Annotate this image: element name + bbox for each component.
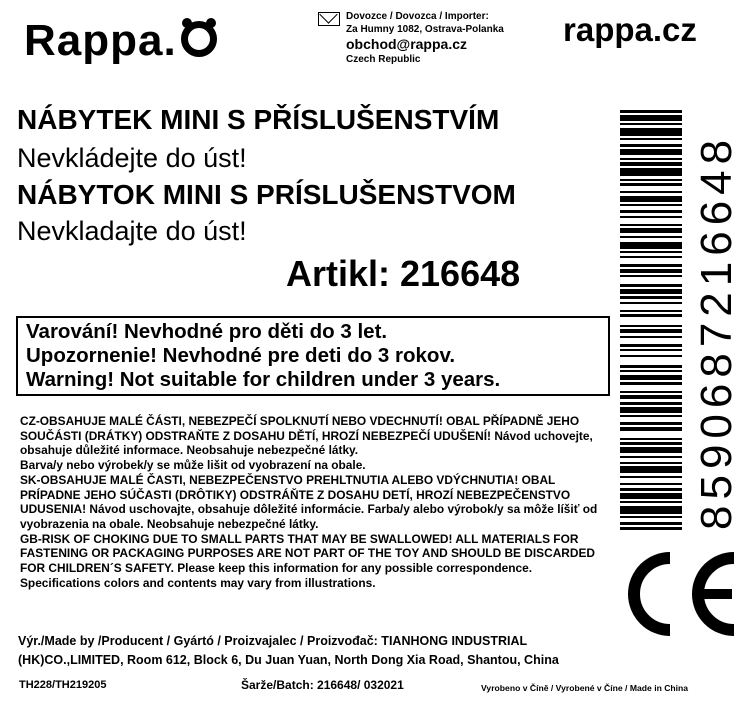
barcode-bar bbox=[620, 382, 682, 385]
envelope-icon bbox=[318, 12, 340, 26]
barcode-bar bbox=[620, 269, 682, 273]
barcode-bar bbox=[620, 391, 682, 393]
importer-info bbox=[319, 10, 504, 66]
barcode-bar bbox=[620, 422, 682, 425]
barcode-bar bbox=[620, 402, 682, 405]
bear-icon bbox=[181, 21, 217, 57]
importer-email: obchod@rappa.cz bbox=[346, 36, 467, 52]
barcode-bar bbox=[620, 284, 682, 287]
barcode-bar bbox=[620, 407, 682, 413]
batch-number: Šarže/Batch: 216648/ 032021 bbox=[241, 678, 404, 692]
barcode-bar bbox=[620, 365, 682, 368]
barcode-bar bbox=[620, 466, 682, 473]
barcode-bar bbox=[620, 110, 682, 113]
barcode-bar bbox=[620, 236, 682, 238]
barcode-bar bbox=[620, 179, 682, 181]
age-warning-sk: Upozornenie! Nevhodné pre deti do 3 rokov. bbox=[26, 344, 456, 367]
barcode-bar bbox=[620, 314, 682, 317]
barcode-bar bbox=[620, 329, 682, 333]
product-name-cz: NÁBYTEK MINI S PŘÍSLUŠENSTVÍM bbox=[17, 104, 500, 135]
barcode-bar bbox=[620, 191, 682, 193]
barcode-bar bbox=[620, 344, 682, 347]
barcode-bar bbox=[620, 462, 682, 464]
barcode-bar bbox=[620, 501, 682, 503]
barcode-bar bbox=[620, 375, 682, 380]
country-of-origin: Vyrobeno v Číně / Vyrobené v Číne / Made in China bbox=[481, 683, 689, 693]
barcode-bar bbox=[620, 162, 682, 166]
barcode-bar bbox=[620, 275, 682, 277]
importer-title: Dovozce / Dovozca / Importer: bbox=[346, 11, 489, 22]
barcode-bar bbox=[620, 336, 682, 338]
safety-text-sk: SK-OBSAHUJE MALÉ ČASTI, NEBEZPEČENSTVO PREHLTNUTIA ALEBO VDÝCHNUTIA! OBAL PRÍPADNE JEHO SÚČASTI (DRÔTIKY) ODSTRÁŇTE Z DOSAHU DETÍ, HROZÍ NEBEZPEČENSTVO UDUSENIA! Návod uschovajte, obsahuje dôležité informácie. Farba/y alebo výrobok/y sa môže líšiť od vyobrazenia na obale. Neobsahuje nebezpečné látky. bbox=[20, 472, 598, 531]
barcode-bar bbox=[620, 310, 682, 312]
barcode-bar bbox=[620, 128, 682, 136]
barcode-bar bbox=[620, 527, 682, 530]
barcode-bar bbox=[620, 168, 682, 176]
age-warning-en: Warning! Not suitable for children under 3 years. bbox=[26, 368, 501, 391]
warning-sk: Nevkladajte do úst! bbox=[17, 216, 247, 246]
rappa-logo bbox=[24, 10, 217, 72]
barcode-bar bbox=[620, 183, 682, 186]
barcode-bar bbox=[620, 427, 682, 431]
rappa-logo-text: Rappa. bbox=[24, 16, 177, 65]
safety-text bbox=[20, 414, 610, 590]
barcode-bar bbox=[620, 395, 682, 399]
barcode-bar bbox=[620, 302, 682, 304]
barcode-bar bbox=[620, 456, 682, 458]
barcode-bar bbox=[620, 289, 682, 294]
barcode-bar bbox=[620, 438, 682, 440]
barcode-bar bbox=[620, 516, 682, 518]
barcode-bar bbox=[620, 493, 682, 499]
barcode-bar bbox=[620, 415, 682, 417]
barcode-bar bbox=[620, 506, 682, 514]
barcode-bar bbox=[620, 138, 682, 140]
manufacturer-line-1: Výr./Made by /Producent / Gyártó / Proizvajalec / Proizvođač: TIANHONG INDUSTRIAL bbox=[18, 634, 528, 648]
barcode-bar bbox=[620, 242, 682, 249]
barcode-bar bbox=[620, 216, 682, 218]
barcode-bar bbox=[620, 488, 682, 491]
barcode-bar bbox=[620, 256, 682, 258]
barcode-bar bbox=[620, 355, 682, 357]
safety-text-en: GB-RISK OF CHOKING DUE TO SMALL PARTS THAT MAY BE SWALLOWED! ALL MATERIALS FOR FASTENING OR PACKAGING PURPOSES ARE NOT PART OF THE TOY AND SHOULD BE DISCARDED FOR CHILDREN´S SAFETY. Please keep this information for any possible correspondence. Specifications colors and contents may vary from illustrations. bbox=[20, 531, 595, 590]
barcode-bar bbox=[620, 210, 682, 213]
barcode-bar bbox=[620, 251, 682, 253]
barcode-bar bbox=[620, 349, 682, 351]
barcode-bar bbox=[620, 144, 682, 147]
product-name-sk: NÁBYTOK MINI S PRÍSLUŠENSTVOM bbox=[17, 179, 516, 210]
barcode-bar bbox=[620, 115, 682, 121]
barcode-bar bbox=[620, 149, 682, 155]
rappa-website-logo: rappa.cz bbox=[563, 11, 697, 48]
barcode-bar bbox=[620, 228, 682, 233]
barcode-bar bbox=[620, 370, 682, 372]
barcode-bar bbox=[620, 442, 682, 445]
warning-cz: Nevkládejte do úst! bbox=[17, 143, 247, 173]
barcode-bar bbox=[620, 224, 682, 226]
safety-text-cz-color: Barva/y nebo výrobek/y se může lišit od vyobrazení na obale. bbox=[20, 458, 366, 473]
barcode-bar bbox=[620, 196, 682, 202]
barcode-bar bbox=[620, 522, 682, 525]
barcode-bar bbox=[620, 296, 682, 299]
barcode-bar bbox=[620, 483, 682, 485]
barcode-number-text: 8590687216648 bbox=[692, 133, 741, 530]
barcode-bar bbox=[620, 158, 682, 160]
barcode-bar bbox=[620, 264, 682, 267]
barcode-bar bbox=[620, 123, 682, 125]
age-warning-box bbox=[16, 316, 610, 396]
barcode-bar bbox=[620, 325, 682, 327]
article-number: Artikl: 216648 bbox=[286, 253, 521, 294]
importer-country: Czech Republic bbox=[346, 54, 421, 65]
safety-text-cz: CZ-OBSAHUJE MALÉ ČÁSTI, NEBEZPEČÍ SPOLKNUTÍ NEBO VDECHNUTÍ! OBAL PŘÍPADNĚ JEHO SOUČÁSTI (DRÁTKY) ODSTRAŇTE Z DOSAHU DĚTÍ, HROZÍ NEBEZPEČÍ UDUŠENÍ! Návod uchovejte, obsahuje důležité informace. Neobsahuje nebezpečné látky. bbox=[20, 414, 593, 458]
manufacturer-line-2: (HK)CO.,LIMITED, Room 612, Block 6, Du Juan Yuan, North Dong Xia Road, Shantou, China bbox=[18, 653, 559, 667]
barcode-bar bbox=[620, 447, 682, 453]
importer-address: Za Humny 1082, Ostrava-Polanka bbox=[346, 24, 504, 35]
product-codes: TH228/TH219205 bbox=[19, 679, 107, 691]
barcode-bar bbox=[620, 476, 682, 478]
age-warning-cz: Varování! Nevhodné pro děti do 3 let. bbox=[26, 320, 388, 343]
ce-mark-icon bbox=[612, 544, 742, 644]
barcode-bar bbox=[620, 204, 682, 206]
manufacturer-info bbox=[18, 632, 559, 670]
